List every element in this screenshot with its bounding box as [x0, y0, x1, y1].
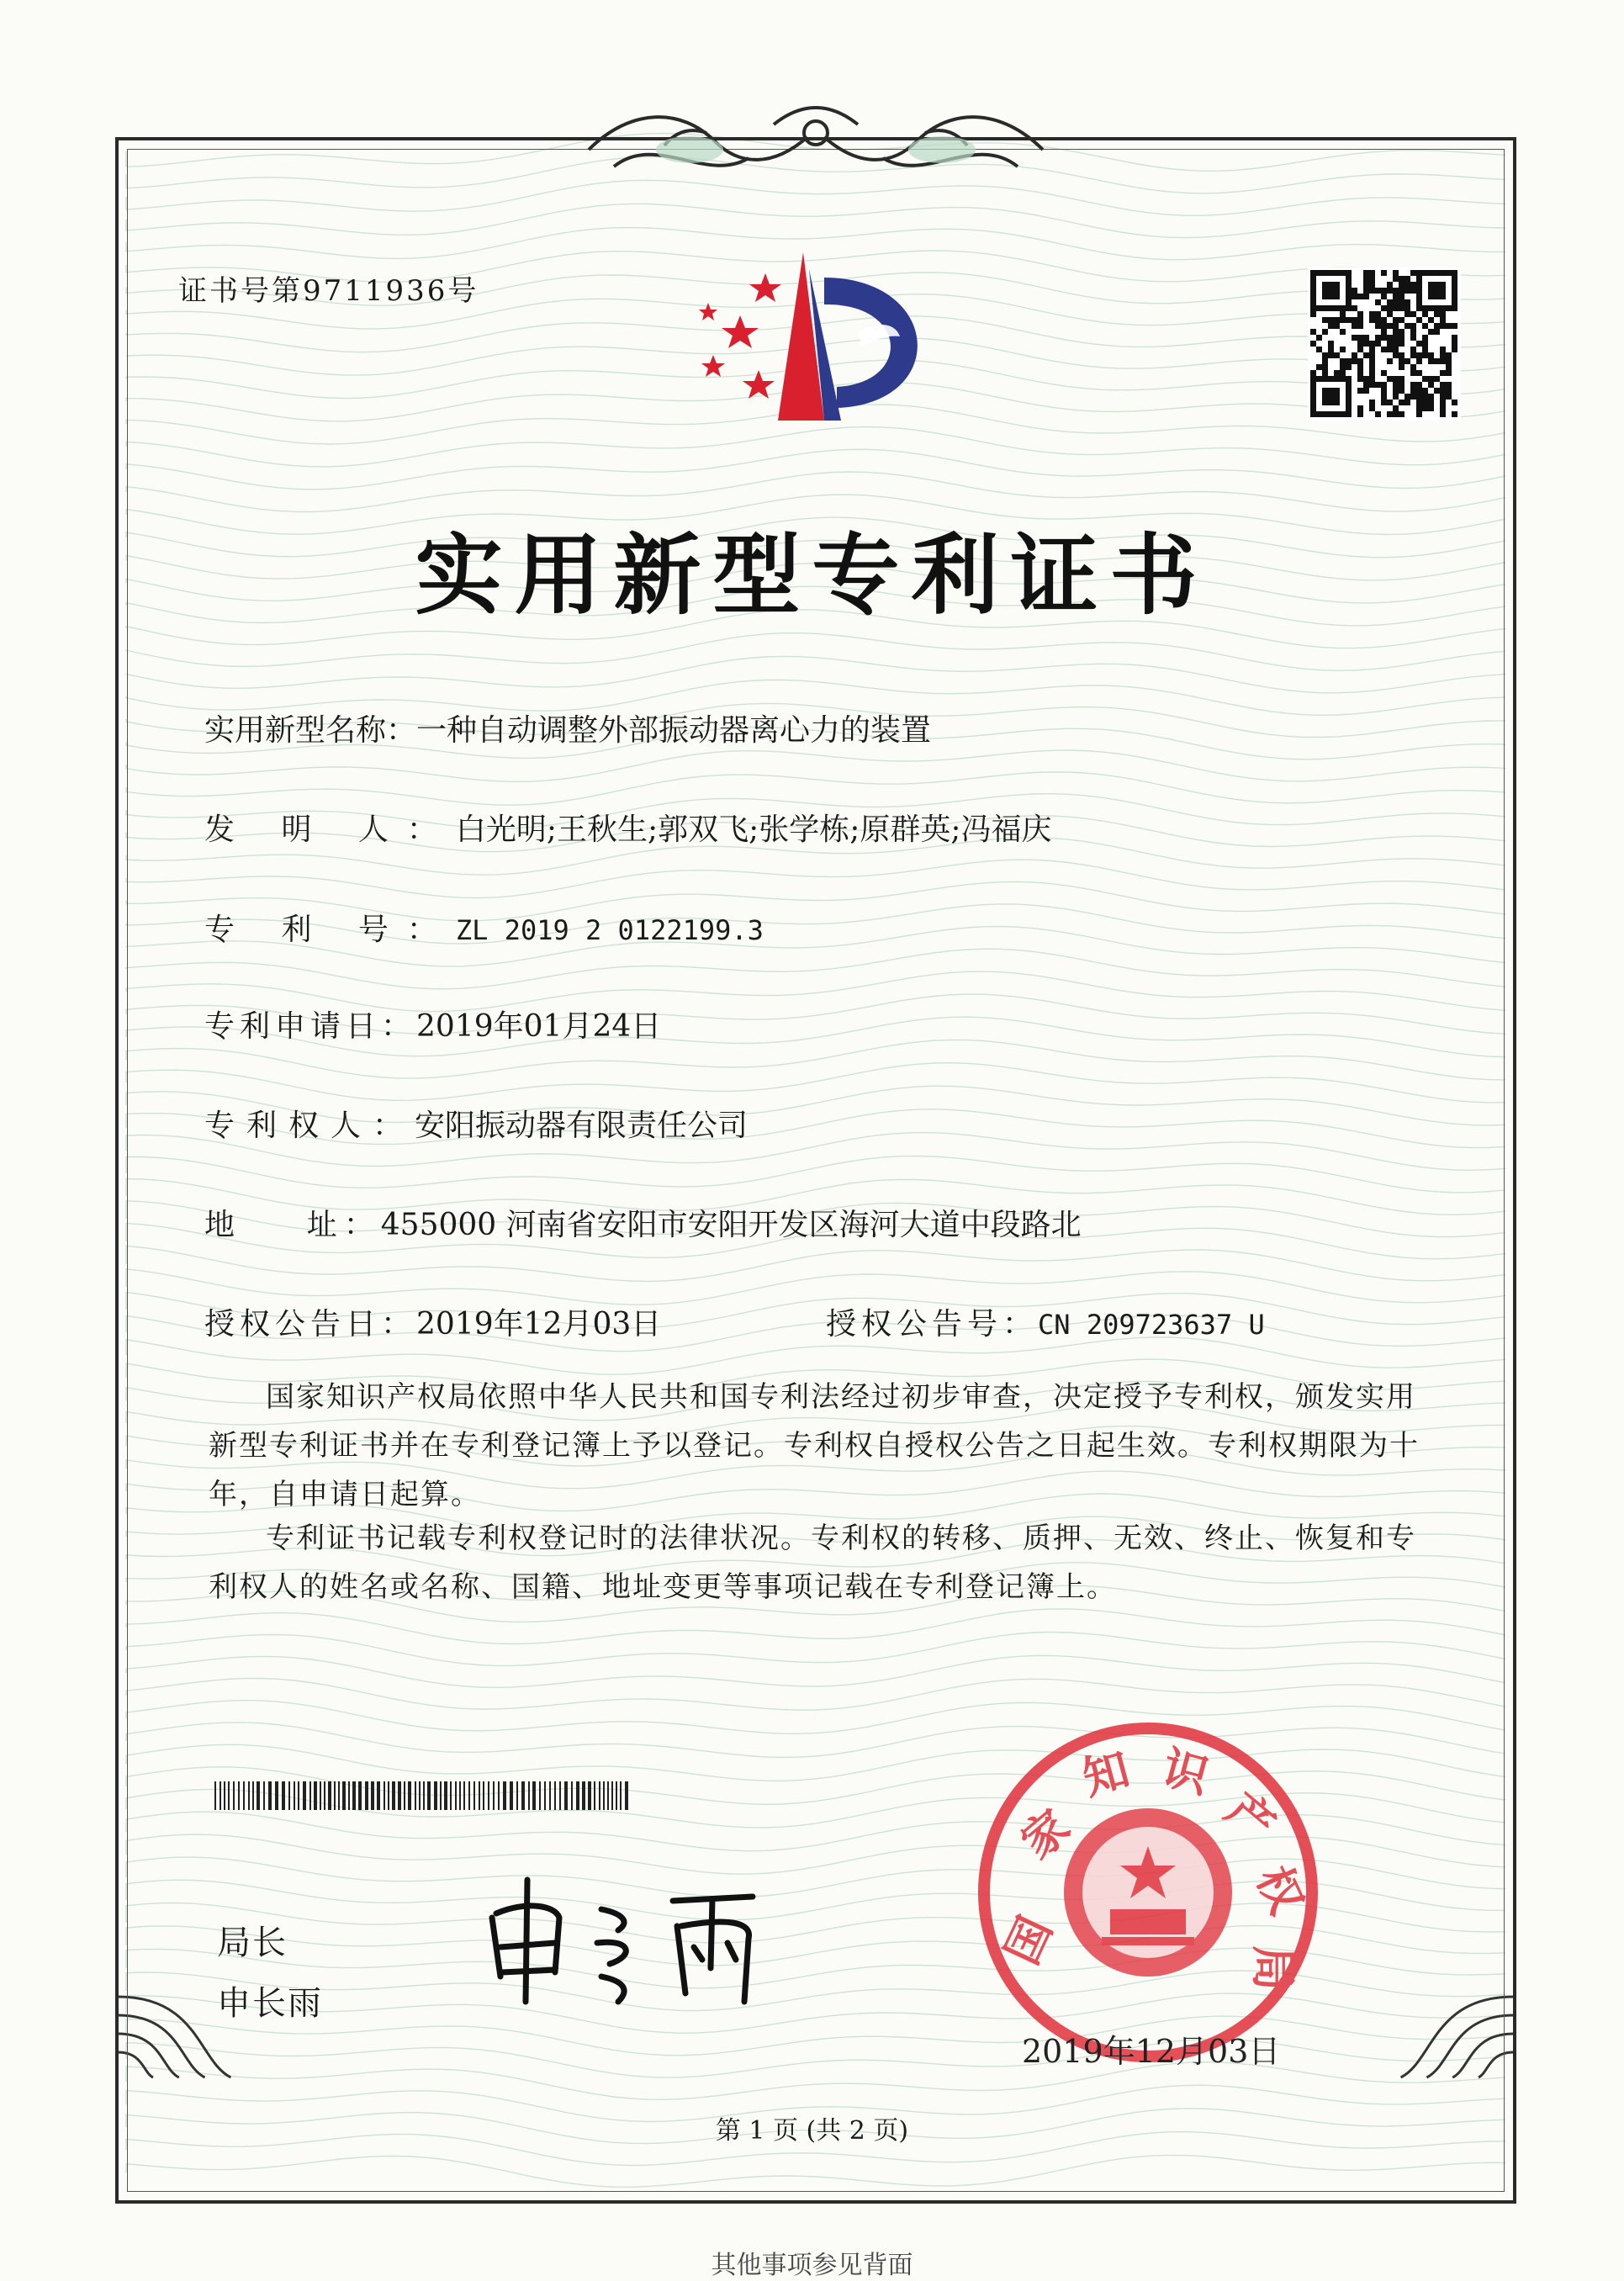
footer-note: 其他事项参见背面 [711, 2251, 913, 2280]
field-patent-number [204, 906, 764, 949]
barcode [214, 1781, 635, 1810]
certificate-number: 证书号第9711936号 [178, 274, 479, 308]
field-grant-date [204, 1300, 661, 1343]
svg-text:权: 权 [1246, 1857, 1315, 1922]
field-grant-number [826, 1300, 1265, 1343]
field-utility-model-name [204, 707, 931, 749]
patentee-label: 专利权人： [204, 1109, 415, 1143]
director-name: 申长雨 [217, 1984, 323, 2023]
filing-date-value: 2019年01月24日 [416, 1009, 662, 1044]
grant-number-label: 授权公告号： [826, 1307, 1039, 1342]
page-number: 第 1 页 (共 2 页) [715, 2116, 909, 2146]
svg-text:家: 家 [1010, 1798, 1081, 1870]
field-inventor [204, 806, 1052, 849]
name-label: 实用新型名称： [204, 713, 417, 748]
seal-date: 2019年12月03日 [1022, 2033, 1281, 2070]
field-patentee [204, 1102, 748, 1145]
inventor-label: 发 明 人： [204, 812, 456, 847]
patentee-value: 安阳振动器有限责任公司 [415, 1109, 749, 1143]
body-paragraph-1: 国家知识产权局依照中华人民共和国专利法经过初步审查，决定授予专利权，颁发实用新型专利证书并在专利登记簿上予以登记。专利权自授权公告之日起生效。专利权期限为十年，自申请日起算。 [209, 1380, 1420, 1511]
body-paragraph-2: 专利证书记载专利权登记时的法律状况。专利权的转移、质押、无效、终止、恢复和专利权人的姓名或名称、国籍、地址变更等事项记载在专利登记簿上。 [209, 1522, 1416, 1604]
svg-text:产: 产 [1215, 1781, 1286, 1853]
svg-text:国: 国 [994, 1908, 1063, 1972]
filing-date-label: 专利申请日： [204, 1009, 417, 1044]
official-seal [976, 1720, 1320, 2065]
name-value: 一种自动调整外部振动器离心力的装置 [416, 713, 932, 748]
patent-number-label: 专 利 号： [204, 913, 456, 947]
address-label: 地 址： [204, 1208, 381, 1242]
patent-number-value: ZL 2019 2 0122199.3 [455, 914, 764, 946]
qr-code [1308, 267, 1461, 421]
grant-date-value: 2019年12月03日 [416, 1307, 662, 1342]
director-title: 局长 [217, 1924, 288, 1962]
inventor-value: 白光明;王秋生;郭双飞;张学栋;原群英;冯福庆 [455, 812, 1052, 847]
certificate-title: 实用新型专利证书 [415, 523, 1209, 627]
field-filing-date [204, 1003, 661, 1045]
handwritten-signature [475, 1876, 837, 2010]
top-ornament [580, 99, 1051, 192]
grant-date-label: 授权公告日： [204, 1307, 417, 1342]
svg-text:知: 知 [1076, 1741, 1135, 1806]
svg-text:识: 识 [1156, 1739, 1215, 1804]
grant-number-value: CN 209723637 U [1038, 1309, 1265, 1341]
address-value: 455000 河南省安阳市安阳开发区海河大道中段路北 [380, 1208, 1082, 1242]
svg-text:局: 局 [1246, 1945, 1300, 1991]
cnipa-logo [698, 252, 959, 454]
field-address [204, 1201, 1082, 1244]
